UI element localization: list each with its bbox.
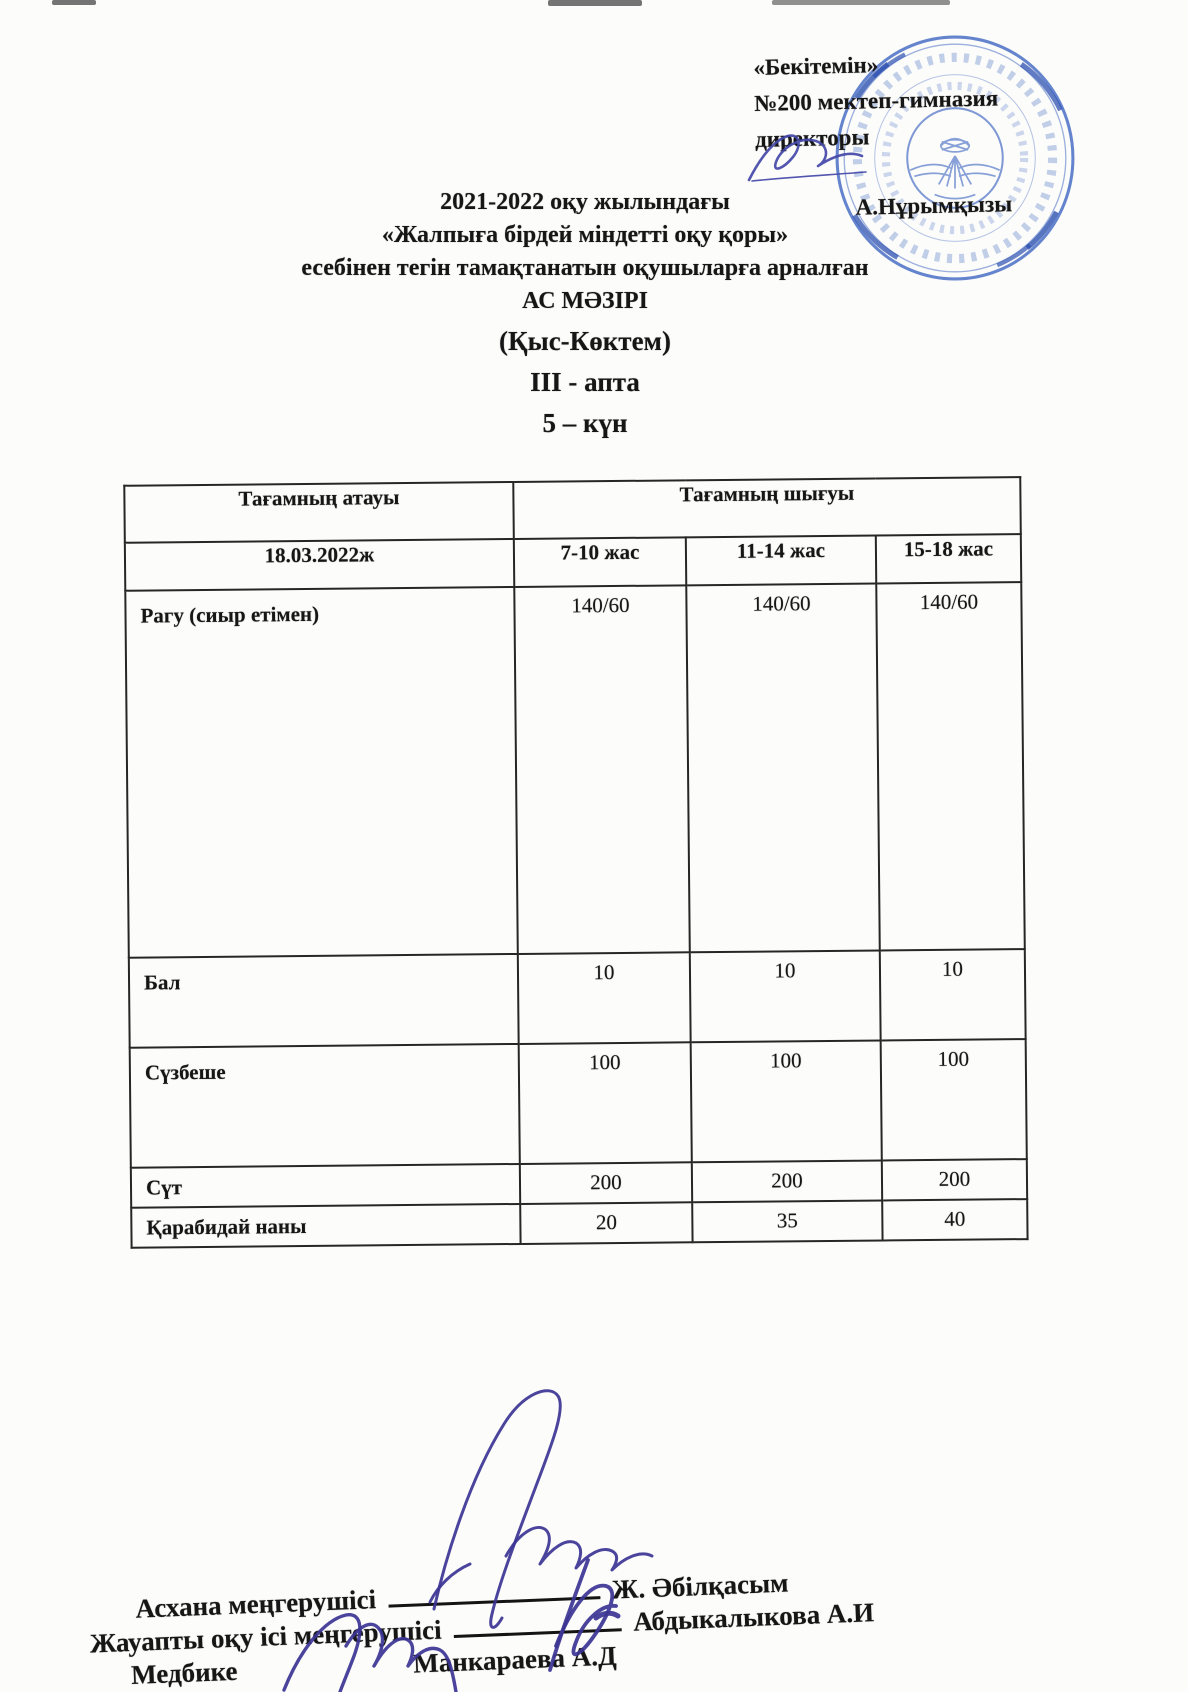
signer-role: Медбике — [130, 1655, 238, 1690]
table-row — [129, 949, 1026, 1048]
signer-name: Абдыкалыкова А.И — [632, 1597, 875, 1637]
signer-name: Ж. Әбілқасым — [611, 1567, 790, 1605]
menu-table — [123, 476, 1028, 1249]
title-line-menu: АС МӘЗІРІ — [522, 288, 648, 314]
title-line-week: ІІІ - апта — [530, 367, 640, 397]
age-group-3: 15-18 жас — [876, 534, 1021, 583]
signature-line — [454, 1626, 622, 1638]
dish-name: Сүзбеше — [130, 1044, 520, 1168]
signer-role: Жауапты оқу ісі меңгерушісі — [89, 1614, 443, 1659]
date-cell: 18.03.2022ж — [125, 539, 514, 591]
yield-value: 200 — [692, 1160, 882, 1202]
scan-artifact — [548, 0, 642, 6]
table-row — [130, 1039, 1027, 1168]
signer-name: Манкараева А.Д — [412, 1640, 618, 1679]
yield-value: 40 — [882, 1199, 1027, 1240]
title-line-fund: «Жалпыға бірдей міндетті оқу қоры» — [381, 222, 789, 248]
title-line-purpose: есебінен тегін тамақтанатын оқушыларға арналған — [301, 255, 869, 281]
title-line-day: 5 – күн — [542, 408, 628, 438]
age-group-2: 11-14 жас — [686, 536, 876, 586]
yield-value: 200 — [520, 1162, 692, 1204]
yield-value: 140/60 — [876, 582, 1025, 950]
yield-value: 140/60 — [686, 584, 880, 953]
yield-value: 200 — [882, 1159, 1027, 1200]
scan-artifact — [772, 0, 950, 5]
age-group-1: 7-10 жас — [514, 537, 686, 587]
yield-value: 35 — [692, 1200, 882, 1242]
yield-value: 20 — [520, 1202, 692, 1244]
approval-status: «Бекітемін» — [753, 52, 879, 80]
table-row — [125, 582, 1024, 958]
yield-value: 140/60 — [514, 585, 690, 954]
dish-name: Рагу (сиыр етімен) — [125, 587, 518, 958]
dish-name: Бал — [129, 954, 519, 1048]
title-line-year: 2021-2022 оқу жылындағы — [440, 189, 730, 215]
yield-value: 10 — [518, 952, 691, 1044]
signature-gap — [238, 1673, 414, 1680]
document-title — [0, 186, 1170, 441]
col-header-yield: Тағамның шығуы — [513, 477, 1021, 539]
yield-value: 100 — [691, 1040, 882, 1162]
signer-role: Асхана меңгерушісі — [134, 1584, 377, 1624]
yield-value: 10 — [690, 950, 881, 1042]
scan-artifact — [52, 0, 96, 5]
dish-name: Қарабидай наны — [131, 1204, 520, 1248]
approval-school: №200 мектеп-гимназия — [753, 85, 999, 116]
signature-line — [388, 1594, 600, 1608]
approval-role: директоры — [754, 124, 870, 152]
yield-value: 10 — [880, 949, 1026, 1040]
signature-block — [80, 1555, 1139, 1690]
dish-name: Сүт — [131, 1164, 520, 1208]
col-header-dish: Тағамның атауы — [124, 482, 514, 543]
yield-value: 100 — [881, 1039, 1027, 1160]
yield-value: 100 — [519, 1042, 692, 1164]
title-line-season: (Қыс-Көктем) — [499, 326, 671, 356]
director-name: А.Нұрымқызы — [855, 191, 1013, 220]
table-row — [131, 1199, 1027, 1248]
